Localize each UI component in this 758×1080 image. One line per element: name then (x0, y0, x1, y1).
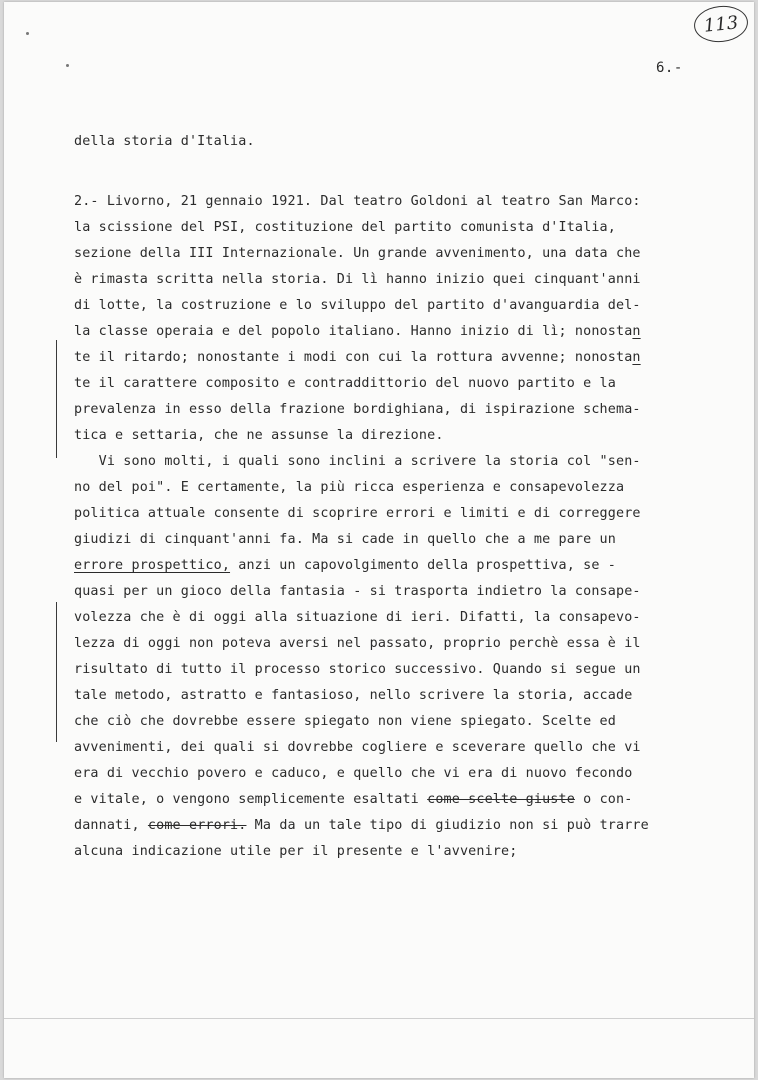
text-line-4: sezione della III Internazionale. Un grande avvenimento, una data che (74, 246, 641, 261)
text-line-3: la scissione del PSI, costituzione del partito comunista d'Italia, (74, 220, 616, 235)
text-line-26-end: Ma da un tale tipo di giudizio non si può trarre (246, 818, 649, 833)
text-line-16-rest: anzi un capovolgimento della prospettiva, se - (230, 558, 616, 573)
text-line-25 (74, 792, 632, 807)
text-line-20: risultato di tutto il processo storico successivo. Quando si segue un (74, 662, 641, 677)
text-line-12: Vi sono molti, i quali sono inclini a scrivere la storia col "sen- (74, 454, 641, 469)
text-line-17: quasi per un gioco della fantasia - si trasporta indietro la consape- (74, 584, 641, 599)
text-line-16 (74, 558, 616, 573)
text-line-18: volezza che è di oggi alla situazione di ieri. Difatti, la consapevo- (74, 610, 641, 625)
text-line-5: è rimasta scritta nella storia. Di lì hanno inizio quei cinquant'anni (74, 272, 641, 287)
text-line-14: politica attuale consente di scoprire errori e limiti e di correggere (74, 506, 641, 521)
struck-phrase: come errori. (147, 818, 247, 833)
text-line-26 (74, 818, 649, 833)
text-line-7-underlined-letter: n (632, 324, 641, 339)
text-line-19: lezza di oggi non poteva aversi nel passato, proprio perchè essa è il (74, 636, 641, 651)
text-line-8-underlined-letter: n (632, 350, 641, 365)
text-line-15: giudizi di cinquant'anni fa. Ma si cade in quello che a me pare un (74, 532, 616, 547)
underlined-phrase: errore prospettico, (74, 558, 231, 573)
text-line-25-end: o con- (574, 792, 633, 807)
text-line-8-main: te il ritardo; nonostante i modi con cui la rottura avvenne; nonosta (74, 350, 633, 365)
text-line-11: tica e settaria, che ne assunse la direzione. (74, 428, 444, 443)
text-line-13: no del poi". E certamente, la più ricca esperienza e consapevolezza (74, 480, 625, 495)
text-line-1: della storia d'Italia. (74, 134, 255, 149)
struck-phrase: come scelte giuste (427, 792, 575, 807)
text-line-23: avvenimenti, dei quali si dovrebbe cogliere e sceverare quello che vi (74, 740, 641, 755)
text-line-10: prevalenza in esso della frazione bordighiana, di ispirazione schema- (74, 402, 641, 417)
paper-speck (66, 64, 69, 67)
page-bottom-edge (4, 1018, 754, 1019)
margin-mark-line (56, 602, 57, 742)
paper-speck (26, 32, 29, 35)
margin-mark-line (56, 340, 57, 458)
text-line-6: di lotte, la costruzione e lo sviluppo del partito d'avanguardia del- (74, 298, 641, 313)
text-line-2: 2.- Livorno, 21 gennaio 1921. Dal teatro Goldoni al teatro San Marco: (74, 194, 641, 209)
text-line-8 (74, 350, 641, 365)
document-page (4, 2, 754, 1078)
text-line-24: era di vecchio povero e caduco, e quello che vi era di nuovo fecondo (74, 766, 633, 781)
page-number: 6.- (656, 60, 683, 76)
archive-page-number-stamp: 113 (692, 3, 749, 44)
text-line-7 (74, 324, 641, 339)
text-line-26-start: dannati, (74, 818, 148, 833)
text-line-7-main: la classe operaia e del popolo italiano. Hanno inizio di lì; nonosta (74, 324, 633, 339)
text-line-22: che ciò che dovrebbe essere spiegato non viene spiegato. Scelte ed (74, 714, 616, 729)
text-line-25-start: e vitale, o vengono semplicemente esaltati (74, 792, 428, 807)
text-line-27: alcuna indicazione utile per il presente e l'avvenire; (74, 844, 518, 859)
text-line-9: te il carattere composito e contraddittorio del nuovo partito e la (74, 376, 616, 391)
text-line-21: tale metodo, astratto e fantasioso, nello scrivere la storia, accade (74, 688, 633, 703)
